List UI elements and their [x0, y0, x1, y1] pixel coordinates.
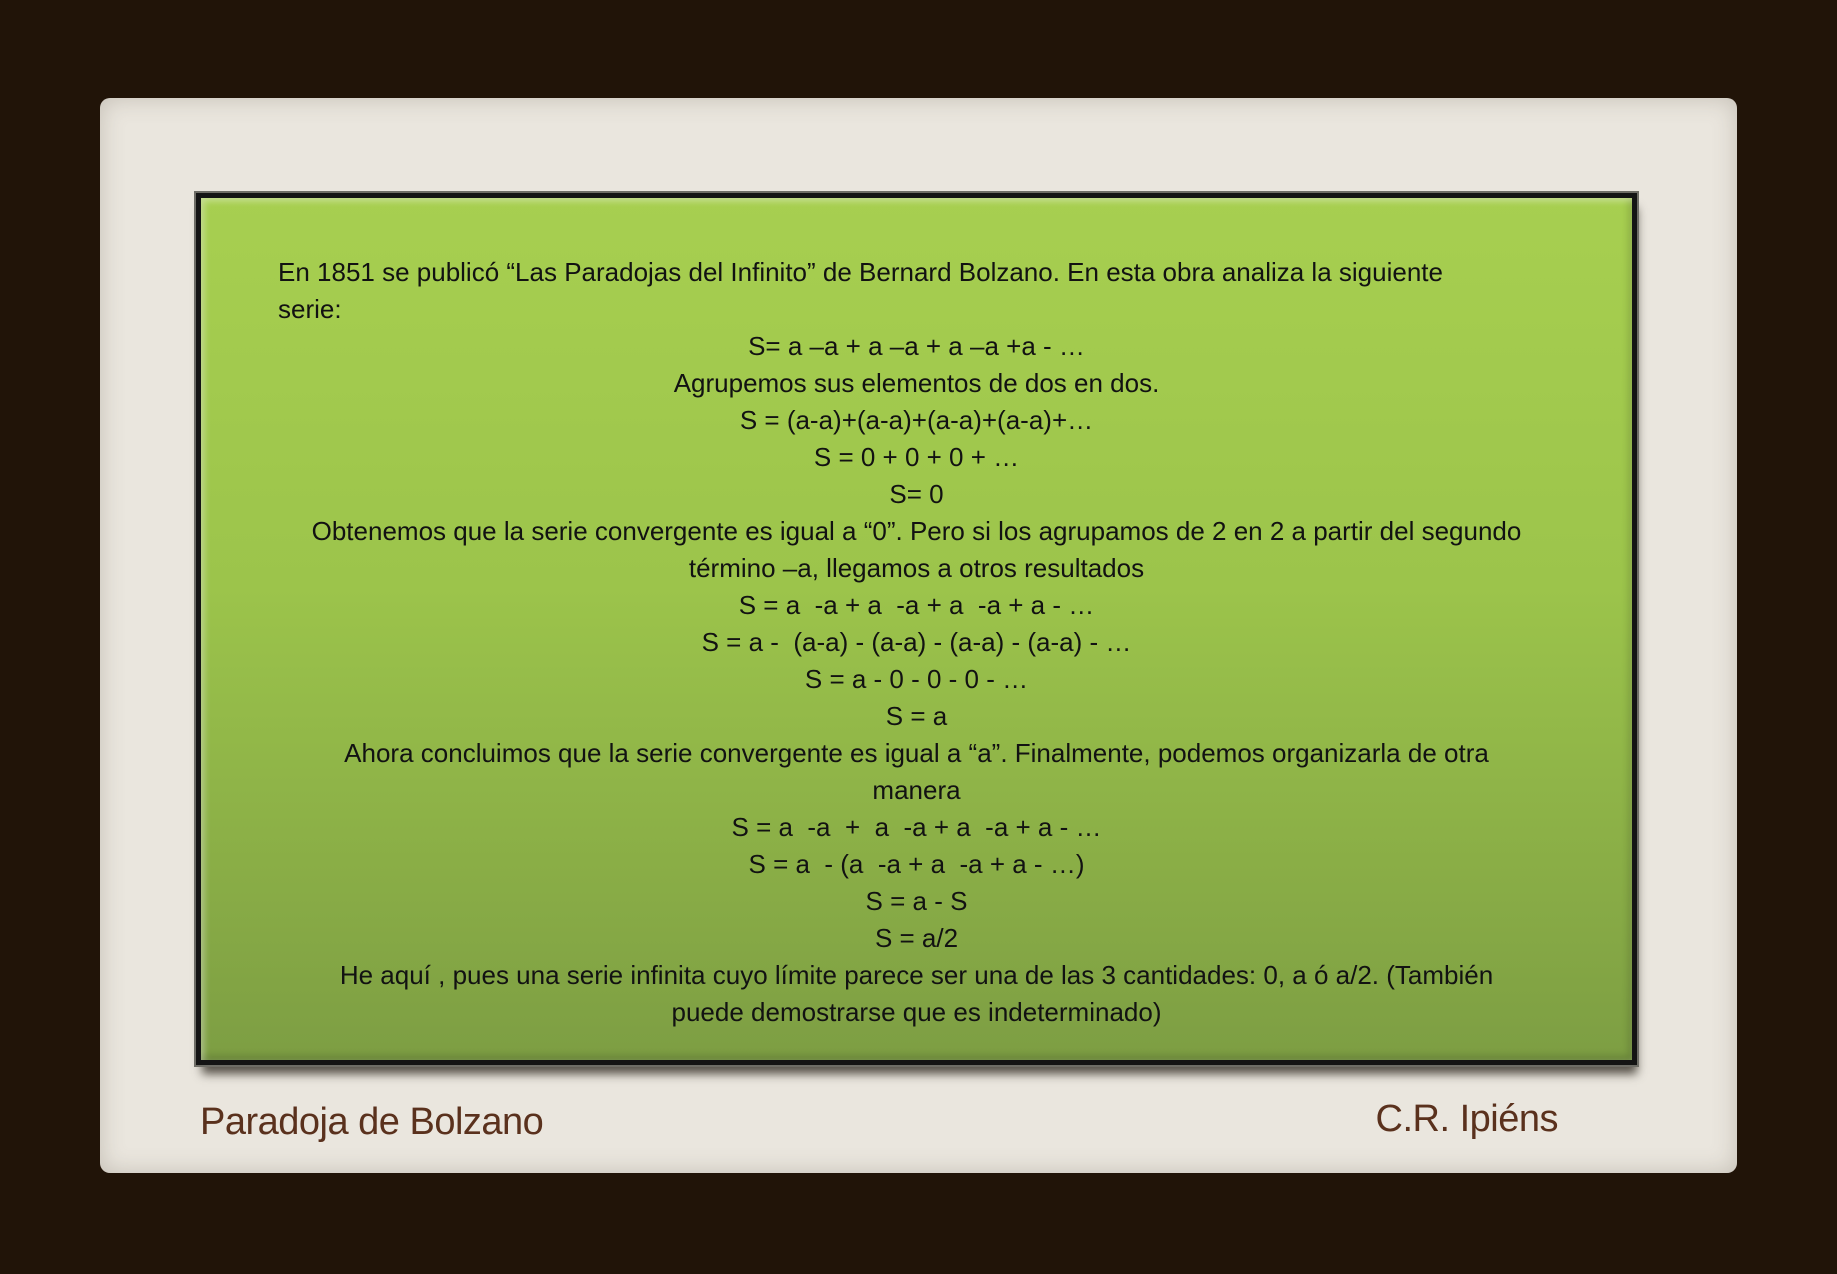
text-line: En 1851 se publicó “Las Paradojas del Infinito” de Bernard Bolzano. En esta obra analiza la siguiente: [278, 257, 1443, 287]
text-line: S = 0 + 0 + 0 + …: [813, 442, 1020, 472]
slide-mat: [100, 98, 1737, 1173]
text-line: He aquí , pues una serie infinita cuyo límite parece ser una de las 3 cantidades: 0, a ó a/2. (También: [339, 960, 1494, 990]
text-line: S = a -a + a -a + a -a + a - …: [731, 812, 1102, 842]
text-line: S = a: [885, 701, 948, 731]
text-line: S = a - S: [865, 886, 968, 916]
text-line: S = a/2: [874, 923, 959, 953]
text-line: manera: [872, 775, 961, 805]
text-line: puede demostrarse que es indeterminado): [671, 997, 1162, 1027]
text-line: Agrupemos sus elementos de dos en dos.: [673, 368, 1160, 398]
text-line: S = a - 0 - 0 - 0 - …: [804, 664, 1029, 694]
slide-title: Paradoja de Bolzano: [200, 1101, 544, 1143]
text-line: S = a -a + a -a + a -a + a - …: [738, 590, 1095, 620]
text-line: S = (a-a)+(a-a)+(a-a)+(a-a)+…: [739, 405, 1094, 435]
text-line: Obtenemos que la serie convergente es igual a “0”. Pero si los agrupamos de 2 en 2 a partir del segundo: [311, 516, 1522, 546]
author-credit: C.R. Ipiéns: [1375, 1098, 1558, 1140]
content-panel: [196, 193, 1637, 1065]
text-line: S = a - (a -a + a -a + a - …): [748, 849, 1085, 879]
text-line: S = a - (a-a) - (a-a) - (a-a) - (a-a) - …: [701, 627, 1132, 657]
text-line: S= 0: [889, 479, 944, 509]
slide-text: [201, 198, 1632, 1060]
text-line: S= a –a + a –a + a –a +a - …: [748, 331, 1085, 361]
text-line: Ahora concluimos que la serie convergente es igual a “a”. Finalmente, podemos organizarla de otra: [344, 738, 1489, 768]
text-line: serie:: [278, 294, 342, 324]
text-line: término –a, llegamos a otros resultados: [688, 553, 1145, 583]
